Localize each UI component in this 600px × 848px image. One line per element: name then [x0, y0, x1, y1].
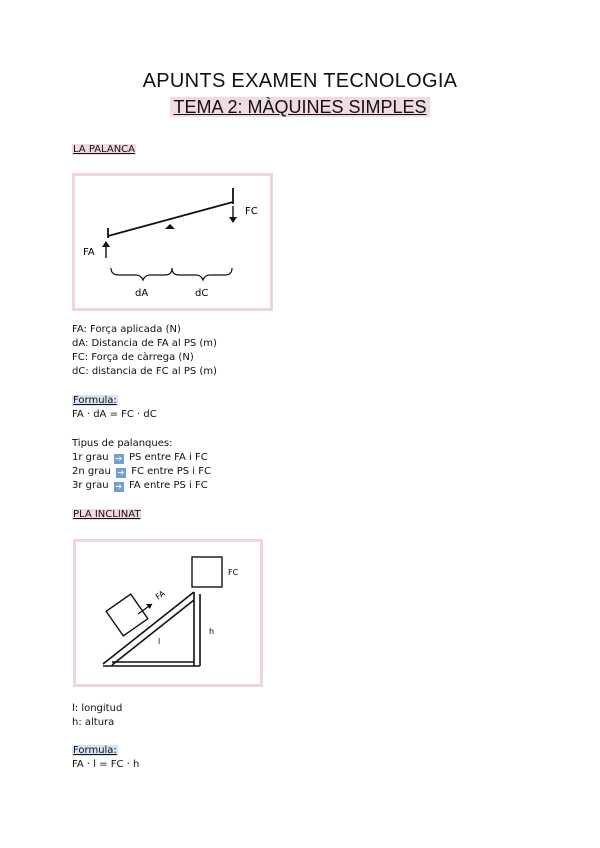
page-title: APUNTS EXAMEN TECNOLOGIA [142, 70, 458, 92]
load-block [192, 557, 222, 587]
incline-diagram-svg [76, 542, 260, 684]
section-heading-palanca: LA PALANCA [73, 144, 135, 155]
types-title: Tipus de palanques: [72, 438, 173, 449]
section-heading-pla: PLA INCLINAT [73, 509, 141, 520]
brace-da [111, 268, 172, 280]
lever-diagram-svg [75, 176, 270, 308]
lever-type-3: 3r grau ➔ FA entre PS i FC [72, 480, 208, 491]
formula-label-pla: Formula: [73, 745, 117, 756]
block-on-ramp [106, 594, 148, 636]
ramp-outer [103, 592, 194, 664]
lever-type-1: 1r grau ➔ PS entre FA i FC [72, 452, 208, 463]
definition-h: h: altura [72, 717, 115, 728]
right-arrow-icon: ➔ [115, 482, 123, 491]
fc-label-incline: FC [228, 568, 239, 577]
lever-beam [108, 202, 233, 236]
definition-da: dA: Distancia de FA al PS (m) [72, 338, 217, 349]
fulcrum-icon [165, 224, 175, 229]
lever-type-2: 2n grau ➔ FC entre PS i FC [72, 466, 211, 477]
ramp-inner [112, 600, 194, 665]
fc-label: FC [245, 206, 258, 217]
definition-dc: dC: distancia de FC al PS (m) [72, 366, 217, 377]
l-label: l [158, 637, 161, 646]
fa-label: FA [83, 247, 95, 258]
formula-label-palanca: Formula: [73, 395, 117, 406]
fa-label-incline: FA [153, 588, 167, 602]
right-arrow-icon: ➔ [117, 468, 125, 477]
right-arrow-icon: ➔ [115, 454, 123, 463]
incline-diagram [73, 539, 263, 687]
dc-label: dC [195, 288, 209, 299]
formula-palanca: FA · dA = FC · dC [72, 409, 157, 420]
h-label: h [209, 627, 215, 636]
brace-dc [172, 268, 232, 280]
formula-pla: FA · l = FC · h [72, 759, 140, 770]
definition-fa: FA: Força aplicada (N) [72, 324, 181, 335]
definition-l: l: longitud [72, 703, 123, 714]
da-label: dA [135, 288, 149, 299]
lever-diagram [72, 173, 273, 311]
definition-fc: FC: Força de càrrega (N) [72, 352, 194, 363]
page-subtitle: TEMA 2: MÀQUINES SIMPLES [0, 97, 600, 118]
